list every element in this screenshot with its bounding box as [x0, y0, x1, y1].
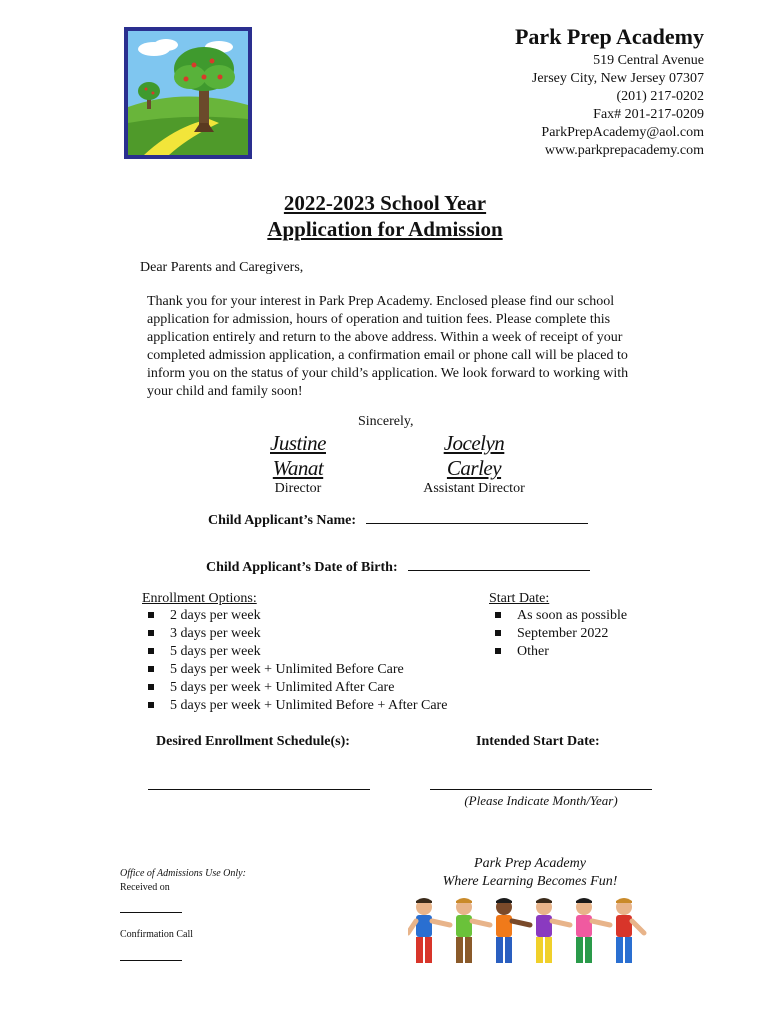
- child-figure: [496, 898, 530, 963]
- intended-start-blank[interactable]: [430, 789, 652, 790]
- footer-tagline: [440, 855, 620, 891]
- child-dob-field[interactable]: [206, 556, 590, 576]
- school-logo: [124, 27, 252, 159]
- confirmation-call-label: Confirmation Call: [120, 929, 194, 940]
- child-figure: [536, 898, 570, 963]
- child-name-blank[interactable]: [366, 509, 588, 524]
- desired-schedule-blank[interactable]: [148, 789, 370, 790]
- enrollment-option[interactable]: 5 days per week + Unlimited Before + After Care: [142, 697, 447, 715]
- letter-body: Thank you for your interest in Park Prep Academy. Enclosed please find our school application for admission, hours of operation and tuition fees. Please complete this application entirely and return to the above address. Within a week of receipt of your completed admission application, a confirmation email or phone call will be placed to inform you on the status of your child’s application. We look forward to working with your child and family soon!: [147, 294, 629, 399]
- enrollment-option[interactable]: 3 days per week: [142, 625, 447, 643]
- office-use-title: Office of Admissions Use Only:: [120, 868, 246, 879]
- signature-director: [246, 431, 350, 497]
- child-name-label: Child Applicant’s Name:: [208, 513, 357, 528]
- title-application: Application for Admission: [267, 217, 503, 241]
- start-date-options: [489, 591, 627, 661]
- greeting: Dear Parents and Caregivers,: [140, 260, 304, 275]
- child-figure: [456, 898, 490, 963]
- start-date-option[interactable]: September 2022: [489, 625, 627, 643]
- enrollment-options: [142, 591, 447, 715]
- tagline-motto: Where Learning Becomes Fun!: [442, 874, 618, 889]
- school-header: [515, 22, 704, 160]
- child-figure: [576, 898, 610, 963]
- enrollment-option[interactable]: 5 days per week: [142, 643, 447, 661]
- fax-number: Fax# 201-217-0209: [593, 107, 704, 122]
- enrollment-options-title: Enrollment Options:: [142, 591, 257, 606]
- indicate-month-year-note: (Please Indicate Month/Year): [464, 793, 618, 808]
- signature-assistant-director: [422, 431, 526, 497]
- child-figure: [616, 898, 644, 963]
- signature-name: Jocelyn Carley: [443, 431, 505, 480]
- signature-role: Director: [274, 481, 322, 496]
- child-dob-blank[interactable]: [408, 556, 590, 571]
- child-name-field[interactable]: [208, 509, 588, 529]
- start-date-title: Start Date:: [489, 591, 550, 606]
- child-dob-label: Child Applicant’s Date of Birth:: [206, 560, 398, 575]
- start-date-option[interactable]: Other: [489, 643, 627, 661]
- enrollment-option[interactable]: 2 days per week: [142, 607, 447, 625]
- tagline-school-name: Park Prep Academy: [474, 856, 586, 871]
- signature-name: Justine Wanat: [270, 431, 326, 480]
- closing: Sincerely,: [358, 414, 414, 429]
- desired-schedule-label: Desired Enrollment Schedule(s):: [156, 734, 350, 749]
- start-date-option[interactable]: As soon as possible: [489, 607, 627, 625]
- street-address: 519 Central Avenue: [593, 53, 704, 68]
- signature-role: Assistant Director: [423, 481, 525, 496]
- title-school-year: 2022-2023 School Year: [283, 191, 487, 215]
- children-holding-hands-illustration: [408, 893, 648, 971]
- city-state-zip: Jersey City, New Jersey 07307: [531, 71, 704, 86]
- email-address: ParkPrepAcademy@aol.com: [541, 125, 704, 140]
- confirmation-call-blank[interactable]: [120, 960, 182, 961]
- phone-number: (201) 217-0202: [616, 89, 704, 104]
- enrollment-option[interactable]: 5 days per week + Unlimited Before Care: [142, 661, 447, 679]
- school-name: Park Prep Academy: [514, 24, 704, 49]
- document-title: [0, 190, 770, 242]
- intended-start-label: Intended Start Date:: [476, 734, 600, 749]
- website: www.parkprepacademy.com: [544, 143, 704, 158]
- received-on-blank[interactable]: [120, 912, 182, 913]
- child-figure: [408, 898, 450, 963]
- enrollment-option[interactable]: 5 days per week + Unlimited After Care: [142, 679, 447, 697]
- received-on-label: Received on: [120, 882, 170, 893]
